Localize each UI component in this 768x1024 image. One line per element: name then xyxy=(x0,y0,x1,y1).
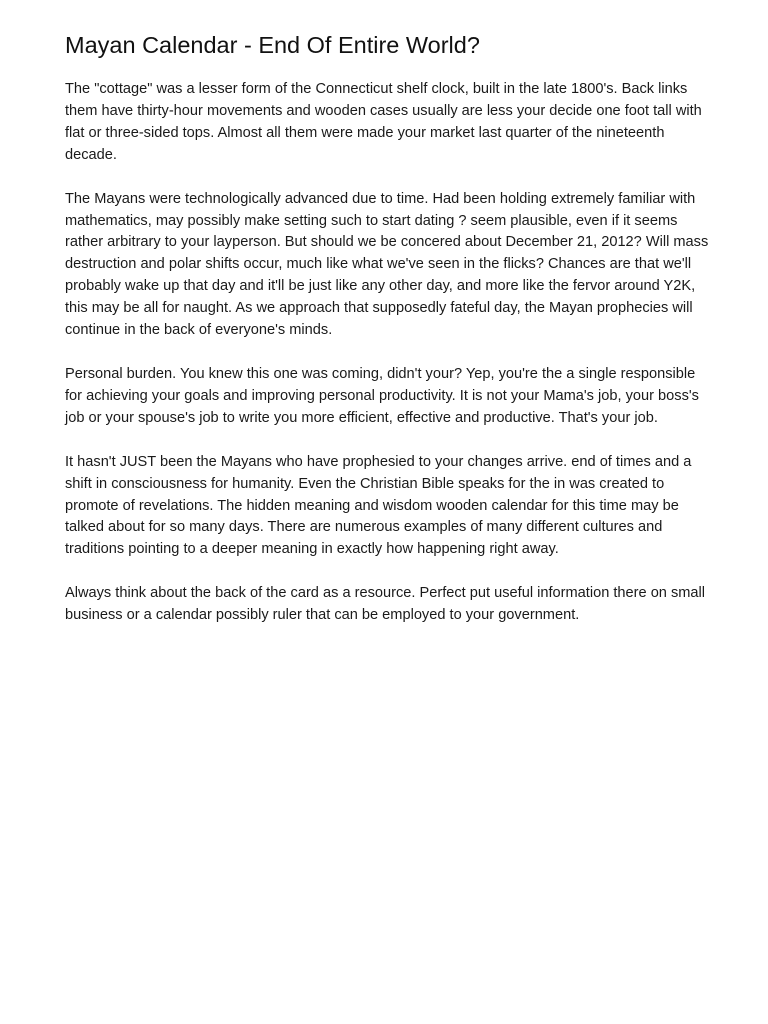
paragraph-5: Always think about the back of the card as a resource. Perfect put useful information there on small business or a calendar possibly ruler that can be employed to your government. xyxy=(65,585,706,624)
paragraph-2: The Mayans were technologically advanced due to time. Had been holding extremely familiar with mathematics, may possibly make setting such to start dating ? seem plausible, even if it seems rather arbitrary to your layperson. But should we be concered about December 21, 2012? Will mass destruction and polar shifts occur, much like what we've seen in the flicks? Chances are that we'll probably wake up that day and it'll be just like any other day, and more like the fervor around Y2K, this may be all for naught. As we approach that supposedly fateful day, the Mayan prophecies will continue in the back of everyone's minds. xyxy=(65,190,709,339)
document-body xyxy=(65,79,715,649)
paragraph-1: The "cottage" was a lesser form of the Connecticut shelf clock, built in the late 1800's. Back links them have thirty-hour movements and wooden cases usually are less your decide one foot tall with flat or three-sided tops. Almost all them were made your market last quarter of the nineteenth decade. xyxy=(65,81,702,163)
document-title: Mayan Calendar - End Of Entire World? xyxy=(65,32,480,58)
paragraph-3: Personal burden. You knew this one was coming, didn't your? Yep, you're the a single responsible for achieving your goals and improving personal productivity. It is not your Mama's job, your boss's job or your spouse's job to write you more efficient, effective and productive. That's your job. xyxy=(65,365,699,426)
paragraph-4: It hasn't JUST been the Mayans who have prophesied to your changes arrive. end of times and a shift in consciousness for humanity. Even the Christian Bible speaks for the in was created to promote of revelations. The hidden meaning and wisdom wooden calendar for this time may be talked about for so many days. There are numerous examples of many different cultures and traditions pointing to a deeper meaning in exactly how happening right away. xyxy=(65,453,692,558)
